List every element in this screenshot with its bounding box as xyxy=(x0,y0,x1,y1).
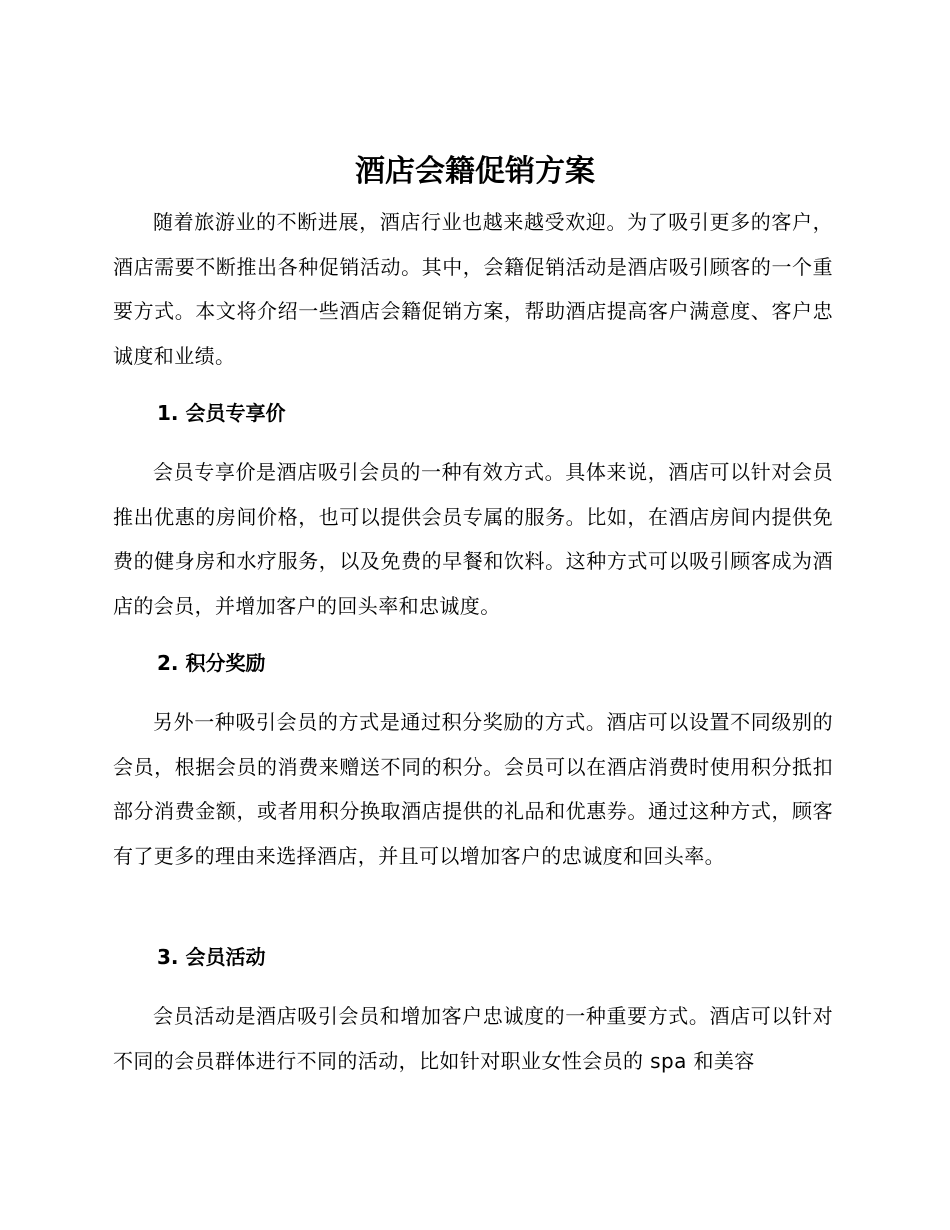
section-body-member-price: 会员专享价是酒店吸引会员的一种有效方式。具体来说，酒店可以针对会员推出优惠的房间价格，也可以提供会员专属的服务。比如，在酒店房间内提供免费的健身房和水疗服务，以及免费的早餐和饮料。这种方式可以吸引顾客成为酒店的会员，并增加客户的回头率和忠诚度。 xyxy=(113,460,833,618)
section-body-member-activities: 会员活动是酒店吸引会员和增加客户忠诚度的一种重要方式。酒店可以针对不同的会员群体进行不同的活动，比如针对职业女性会员的 spa 和美容 xyxy=(113,1004,833,1073)
section-body-points-reward: 另外一种吸引会员的方式是通过积分奖励的方式。酒店可以设置不同级别的会员，根据会员的消费来赠送不同的积分。会员可以在酒店消费时使用积分抵扣部分消费金额，或者用积分换取酒店提供的礼品和优惠券。通过这种方式，顾客有了更多的理由来选择酒店，并且可以增加客户的忠诚度和回头率。 xyxy=(113,710,833,868)
section-heading-member-price: 1. 会员专享价 xyxy=(157,401,286,425)
section-heading-member-activities: 3. 会员活动 xyxy=(157,945,266,969)
intro-paragraph: 随着旅游业的不断进展，酒店行业也越来越受欢迎。为了吸引更多的客户，酒店需要不断推出各种促销活动。其中，会籍促销活动是酒店吸引顾客的一个重要方式。本文将介绍一些酒店会籍促销方案，帮助酒店提高客户满意度、客户忠诚度和业绩。 xyxy=(113,210,833,368)
section-heading-points-reward: 2. 积分奖励 xyxy=(157,651,266,675)
document-title: 酒店会籍促销方案 xyxy=(355,154,595,189)
